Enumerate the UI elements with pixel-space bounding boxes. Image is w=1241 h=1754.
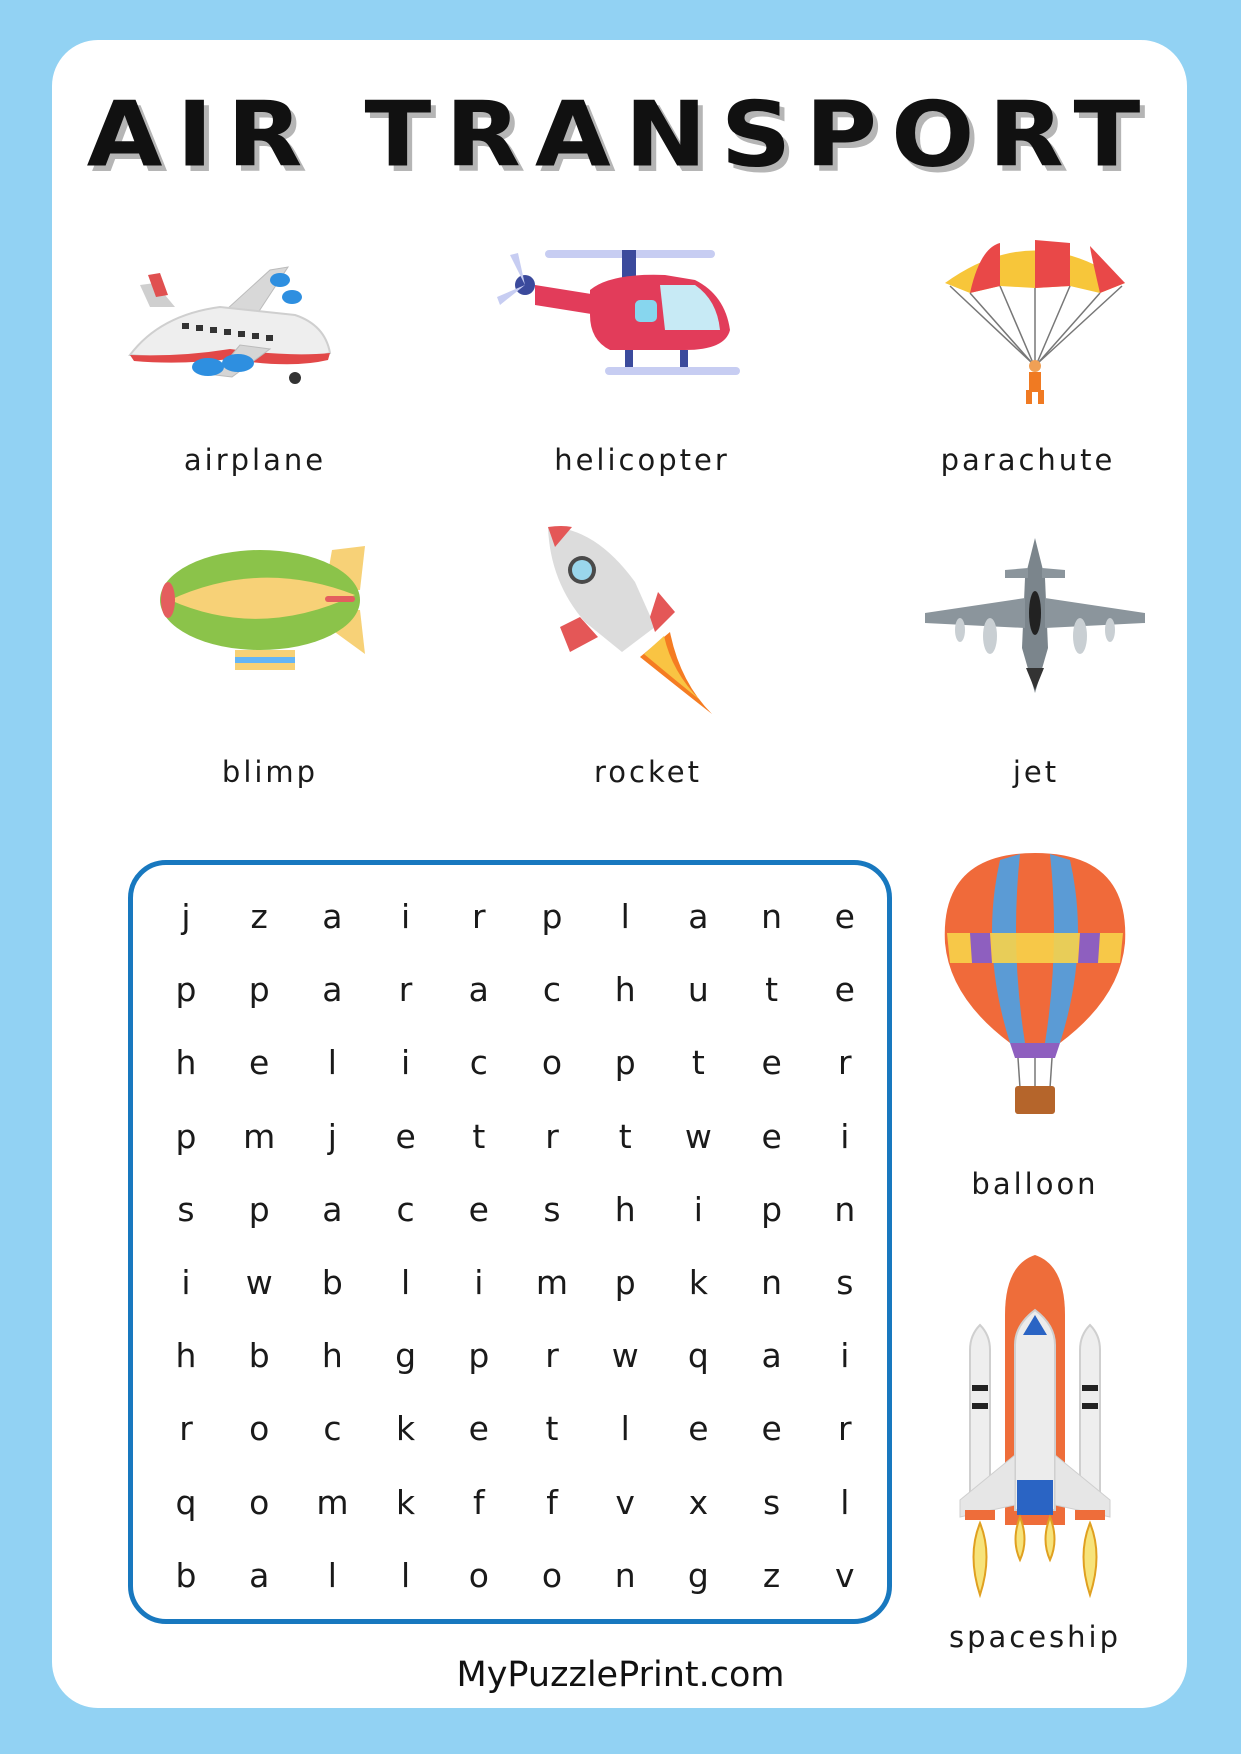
grid-letter: g <box>395 1336 417 1376</box>
grid-letter: v <box>615 1482 635 1522</box>
grid-letter: b <box>248 1336 270 1376</box>
grid-letter: s <box>762 1482 781 1522</box>
grid-letter: f <box>546 1482 558 1522</box>
page-title: AIR TRANSPORT <box>86 82 1155 188</box>
grid-letter: a <box>761 1336 782 1376</box>
grid-letter: n <box>761 897 783 936</box>
grid-letter: r <box>838 1043 852 1083</box>
grid-letter: e <box>761 1043 782 1083</box>
grid-letter: l <box>620 1409 630 1449</box>
grid-letter: e <box>395 1116 416 1156</box>
grid-letter: f <box>472 1482 485 1522</box>
grid-letter: p <box>761 1189 783 1229</box>
parachute-icon <box>940 238 1130 408</box>
grid-letter: n <box>834 1189 856 1229</box>
grid-letter: w <box>684 1116 712 1156</box>
grid-letter: e <box>249 1043 270 1083</box>
grid-letter: u <box>687 970 709 1010</box>
balloon-icon <box>940 848 1130 1118</box>
grid-letter: p <box>175 970 197 1010</box>
footer-website: MyPuzzlePrint.com <box>456 1655 785 1695</box>
grid-letter: v <box>835 1555 855 1595</box>
blimp-icon <box>160 540 380 685</box>
grid-letter: c <box>396 1189 415 1229</box>
grid-letter: e <box>761 1409 782 1449</box>
rocket-icon <box>540 522 715 717</box>
grid-letter: c <box>542 970 562 1010</box>
grid-letter: o <box>541 1555 563 1595</box>
grid-letter: g <box>687 1555 709 1595</box>
grid-letter: o <box>468 1555 489 1595</box>
grid-letter: k <box>396 1482 416 1522</box>
grid-letter: j <box>181 897 191 936</box>
grid-letter: i <box>693 1189 703 1229</box>
grid-letter: p <box>468 1336 490 1376</box>
grid-letter: r <box>398 970 413 1010</box>
grid-letter: p <box>175 1116 197 1156</box>
grid-letter: t <box>472 1116 486 1156</box>
airplane-icon <box>120 245 345 395</box>
grid-letter: p <box>248 970 270 1010</box>
label-blimp: blimp <box>221 755 319 789</box>
grid-letter: h <box>614 970 636 1010</box>
grid-letter: o <box>541 1043 563 1083</box>
grid-letter: n <box>761 1263 783 1302</box>
grid-letter: z <box>762 1555 781 1595</box>
grid-letter: r <box>545 1116 559 1156</box>
grid-letter: l <box>327 1043 337 1083</box>
grid-letter: i <box>474 1263 484 1302</box>
grid-letter: e <box>761 1116 782 1156</box>
grid-letter: a <box>322 1189 343 1229</box>
grid-letter: z <box>250 897 268 936</box>
grid-letter: s <box>836 1263 854 1302</box>
grid-letter: e <box>468 1409 489 1449</box>
grid-letter: r <box>838 1409 852 1449</box>
grid-letter: h <box>614 1189 636 1229</box>
grid-letter: a <box>322 970 343 1010</box>
label-parachute: parachute <box>940 443 1116 477</box>
grid-letter: j <box>327 1116 337 1156</box>
grid-letter: t <box>765 970 779 1010</box>
grid-letter: e <box>834 970 855 1010</box>
grid-letter: l <box>327 1555 337 1595</box>
grid-letter: a <box>688 897 709 936</box>
grid-letter: h <box>175 1043 197 1083</box>
label-rocket: rocket <box>594 755 702 789</box>
grid-letter: s <box>177 1189 195 1229</box>
grid-letter: m <box>535 1263 569 1302</box>
label-helicopter: helicopter <box>554 443 730 477</box>
spaceship-icon <box>955 1255 1115 1605</box>
word-search-grid <box>128 860 892 1624</box>
grid-letter: h <box>175 1336 197 1376</box>
grid-letter: b <box>321 1263 343 1302</box>
grid-letter: e <box>688 1409 709 1449</box>
grid-letter: b <box>175 1555 197 1595</box>
grid-letter: i <box>401 1043 411 1083</box>
grid-letter: r <box>545 1336 559 1376</box>
grid-letter: n <box>614 1555 636 1595</box>
grid-letter: l <box>401 1555 411 1595</box>
grid-letter: o <box>249 1482 270 1522</box>
grid-letter: l <box>840 1482 850 1522</box>
grid-letter: m <box>243 1116 276 1156</box>
grid-letter: t <box>618 1116 632 1156</box>
grid-letter: x <box>688 1482 709 1522</box>
grid-letter: o <box>249 1409 270 1449</box>
label-airplane: airplane <box>183 443 327 477</box>
grid-letter: a <box>468 970 489 1010</box>
grid-letter: r <box>472 897 486 936</box>
grid-letter: q <box>687 1336 709 1376</box>
grid-letter: a <box>322 897 343 936</box>
grid-letter: c <box>323 1409 342 1449</box>
label-balloon: balloon <box>971 1167 1099 1201</box>
grid-letter: e <box>468 1189 489 1229</box>
grid-letter: r <box>179 1409 193 1449</box>
grid-letter: m <box>316 1482 349 1522</box>
label-spaceship: spaceship <box>948 1620 1122 1654</box>
helicopter-icon <box>495 245 750 395</box>
grid-letter: a <box>249 1555 270 1595</box>
grid-letter: p <box>541 897 563 936</box>
grid-letter: e <box>834 897 855 936</box>
grid-letter: p <box>614 1263 636 1302</box>
grid-letter: i <box>401 897 411 936</box>
grid-letter: i <box>181 1263 191 1302</box>
label-jet: jet <box>1012 755 1060 789</box>
grid-letter: t <box>545 1409 559 1449</box>
grid-letter: c <box>469 1043 488 1083</box>
grid-letter: w <box>611 1336 639 1376</box>
grid-letter: s <box>543 1189 561 1229</box>
grid-letter: k <box>396 1409 416 1449</box>
grid-letter: q <box>175 1482 197 1522</box>
grid-letter: w <box>245 1263 273 1302</box>
grid-letter: l <box>620 897 630 936</box>
grid-letter: t <box>691 1043 705 1083</box>
grid-letter: i <box>840 1336 850 1376</box>
jet-icon <box>920 538 1150 698</box>
grid-letter: p <box>614 1043 636 1083</box>
grid-letter: p <box>248 1189 270 1229</box>
grid-letter: l <box>401 1263 411 1302</box>
grid-letter: i <box>840 1116 850 1156</box>
grid-letter: h <box>321 1336 343 1376</box>
grid-letter: k <box>688 1263 708 1302</box>
